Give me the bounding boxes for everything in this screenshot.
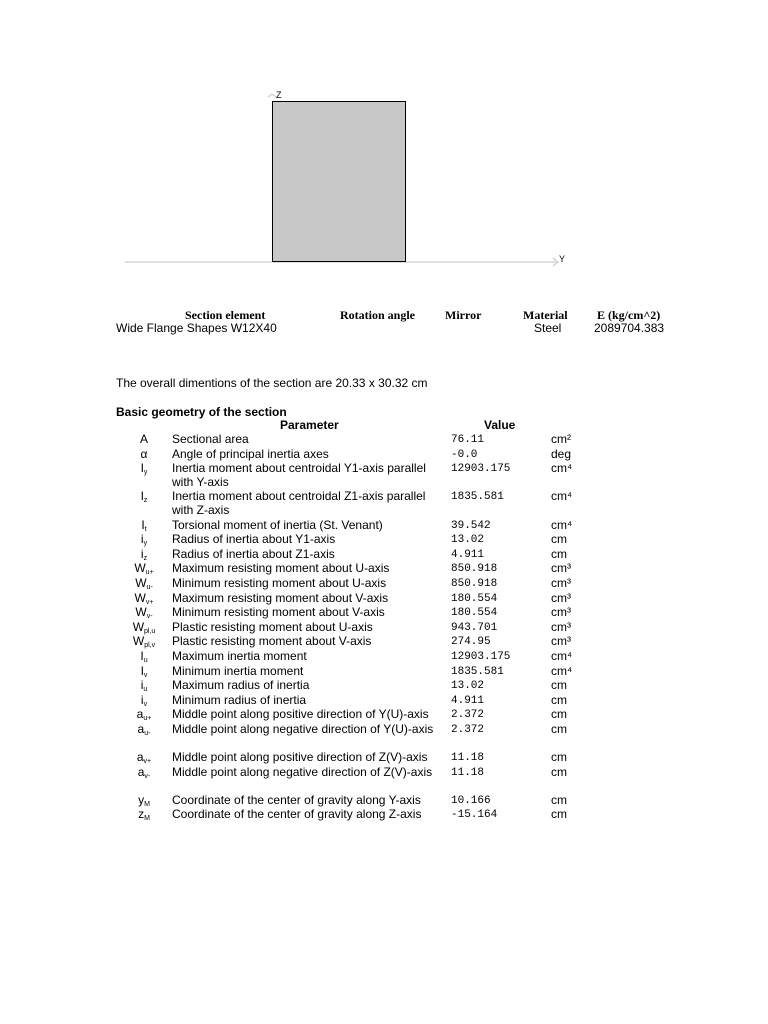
- parameter-symbol: [120, 461, 168, 480]
- parameter-description: Middle point along positive direction of Y(U)-axis: [172, 707, 429, 722]
- parameter-unit: cm³: [551, 605, 571, 620]
- symbol-subscript: u+: [143, 715, 152, 723]
- symbol-subscript: u: [143, 656, 148, 664]
- table-row: [0, 561, 768, 576]
- header-e-modulus: E (kg/cm^2): [597, 308, 661, 322]
- symbol-subscript: u-: [144, 729, 151, 737]
- parameter-description: Middle point along negative direction of Z(V)-axis: [172, 764, 433, 779]
- table-row: [0, 649, 768, 664]
- section-drawing: [0, 0, 768, 280]
- parameter-unit: cm⁴: [551, 489, 573, 504]
- parameter-unit: cm: [551, 546, 567, 561]
- parameter-description: Maximum radius of inertia: [172, 678, 310, 693]
- parameter-description: Inertia moment about centroidal Y1-axis parallel with Y-axis: [172, 461, 426, 490]
- parameter-value: 13.02: [451, 534, 485, 547]
- symbol-letter: i: [140, 546, 144, 561]
- parameter-description: Coordinate of the center of gravity along Y-axis: [172, 792, 421, 807]
- symbol-subscript: pl,u: [144, 627, 156, 635]
- parameter-column-header: Parameter: [280, 418, 339, 432]
- parameter-value: 2.372: [451, 723, 485, 736]
- table-row: [0, 664, 768, 679]
- symbol-subscript: z: [143, 497, 148, 505]
- symbol-subscript: M: [144, 815, 150, 823]
- symbol-letter: A: [139, 432, 148, 446]
- parameter-description: Inertia moment about centroidal Z1-axis parallel with Z-axis: [172, 489, 426, 518]
- parameter-value: 11.18: [451, 752, 485, 765]
- parameter-unit: cm⁴: [551, 663, 573, 678]
- parameter-symbol: [120, 447, 168, 461]
- symbol-letter: a: [136, 707, 144, 722]
- symbol-subscript: v+: [145, 598, 154, 606]
- symbol-subscript: u: [143, 686, 148, 694]
- symbol-subscript: v-: [144, 772, 151, 780]
- e-modulus-value: 2089704.383: [594, 321, 665, 335]
- parameter-unit: cm: [551, 792, 567, 807]
- parameter-description: Angle of principal inertia axes: [172, 446, 329, 461]
- parameter-value: 180.554: [451, 607, 498, 620]
- parameter-value: -0.0: [451, 448, 478, 461]
- table-row: [0, 489, 768, 517]
- symbol-subscript: v: [143, 671, 148, 679]
- parameter-unit: cm: [551, 750, 567, 765]
- symbol-letter: z: [138, 807, 145, 822]
- parameter-unit: cm³: [551, 561, 571, 576]
- symbol-subscript: v-: [146, 613, 153, 621]
- parameter-unit: cm³: [551, 634, 571, 649]
- parameter-value: 850.918: [451, 577, 498, 590]
- symbol-subscript: y: [143, 469, 148, 477]
- header-material: Material: [523, 308, 568, 322]
- symbol-letter: W: [132, 619, 145, 634]
- parameter-value: 180.554: [451, 592, 498, 605]
- symbol-letter: i: [140, 692, 144, 707]
- geometry-table: [0, 432, 768, 822]
- parameter-value: 12903.175: [451, 463, 511, 476]
- symbol-letter: i: [140, 532, 144, 547]
- symbol-letter: I: [140, 489, 144, 504]
- parameter-unit: cm: [551, 532, 567, 547]
- parameter-description: Minimum inertia moment: [172, 663, 304, 678]
- parameter-description: Torsional moment of inertia (St. Venant): [172, 517, 383, 532]
- y-axis-label: Y: [559, 254, 566, 264]
- table-row: [0, 693, 768, 708]
- symbol-letter: I: [140, 461, 144, 476]
- symbol-letter: I: [140, 648, 144, 663]
- parameter-symbol: [120, 765, 168, 784]
- parameter-unit: cm³: [551, 575, 571, 590]
- symbol-letter: α: [140, 446, 148, 461]
- parameter-value: 274.95: [451, 636, 491, 649]
- table-row: [0, 765, 768, 793]
- table-row: [0, 605, 768, 620]
- parameter-description: Minimum radius of inertia: [172, 692, 307, 707]
- parameter-unit: cm: [551, 678, 567, 693]
- parameter-description: Middle point along positive direction of Z(V)-axis: [172, 750, 428, 765]
- parameter-value: 10.166: [451, 794, 491, 807]
- parameter-description: Minimum resisting moment about U-axis: [172, 575, 387, 590]
- table-row: [0, 750, 768, 765]
- parameter-value: 13.02: [451, 680, 485, 693]
- parameter-unit: cm³: [551, 590, 571, 605]
- symbol-letter: W: [134, 590, 146, 605]
- table-row: [0, 447, 768, 462]
- parameter-description: Maximum resisting moment about U-axis: [172, 561, 390, 576]
- parameter-description: Maximum inertia moment: [172, 648, 307, 663]
- symbol-letter: I: [141, 517, 145, 532]
- symbol-letter: W: [135, 575, 147, 590]
- parameter-value: 2.372: [451, 709, 485, 722]
- parameter-value: 943.701: [451, 621, 498, 634]
- header-mirror: Mirror: [445, 308, 482, 322]
- symbol-subscript: y: [143, 540, 148, 548]
- parameter-value: 11.18: [451, 766, 485, 779]
- parameter-unit: cm⁴: [551, 461, 573, 476]
- parameter-unit: cm²: [551, 432, 571, 446]
- symbol-subscript: u+: [145, 569, 154, 577]
- parameter-description: Middle point along negative direction of Y(U)-axis: [172, 721, 434, 736]
- parameter-description: Maximum resisting moment about V-axis: [172, 590, 389, 605]
- parameter-value: 1835.581: [451, 665, 504, 678]
- parameter-description: Radius of inertia about Y1-axis: [172, 532, 336, 547]
- parameter-symbol: [120, 432, 168, 446]
- table-row: [0, 518, 768, 533]
- symbol-letter: y: [138, 792, 145, 807]
- symbol-letter: a: [137, 721, 145, 736]
- symbol-subscript: M: [144, 800, 150, 808]
- symbol-letter: W: [134, 561, 146, 576]
- parameter-description: Plastic resisting moment about V-axis: [172, 634, 372, 649]
- parameter-symbol: [120, 807, 168, 826]
- table-row: [0, 722, 768, 750]
- table-row: [0, 707, 768, 722]
- table-row: [0, 432, 768, 447]
- symbol-letter: W: [132, 634, 145, 649]
- table-row: [0, 591, 768, 606]
- parameter-unit: cm: [551, 692, 567, 707]
- parameter-description: Sectional area: [172, 432, 249, 446]
- table-row: [0, 634, 768, 649]
- basic-geometry-title: Basic geometry of the section: [116, 405, 287, 419]
- table-row: [0, 547, 768, 562]
- parameter-value: 4.911: [451, 548, 485, 561]
- symbol-letter: a: [137, 764, 145, 779]
- section-shape: [273, 102, 406, 262]
- symbol-letter: W: [135, 605, 147, 620]
- table-row: [0, 678, 768, 693]
- parameter-symbol: [120, 722, 168, 741]
- symbol-subscript: v: [143, 700, 148, 708]
- parameter-value: -15.164: [451, 809, 498, 822]
- parameter-value: 39.542: [451, 519, 491, 532]
- parameter-unit: cm: [551, 807, 567, 822]
- table-row: [0, 620, 768, 635]
- table-row: [0, 576, 768, 591]
- symbol-subscript: pl,v: [144, 642, 156, 650]
- symbol-letter: a: [136, 750, 144, 765]
- parameter-symbol: [120, 489, 168, 508]
- symbol-letter: i: [140, 678, 144, 693]
- parameter-unit: cm⁴: [551, 648, 573, 663]
- table-row: [0, 807, 768, 822]
- parameter-value: 1835.581: [451, 491, 504, 504]
- parameter-unit: cm: [551, 707, 567, 722]
- header-rotation-angle: Rotation angle: [340, 308, 415, 322]
- z-axis-label: Z: [276, 90, 282, 100]
- parameter-value: 850.918: [451, 563, 498, 576]
- z-axis-arrow-icon: [268, 94, 276, 97]
- section-element-value: Wide Flange Shapes W12X40: [116, 321, 277, 335]
- parameter-description: Coordinate of the center of gravity along Z-axis: [172, 807, 422, 822]
- value-column-header: Value: [484, 418, 516, 432]
- symbol-subscript: z: [143, 554, 148, 562]
- parameter-description: Plastic resisting moment about U-axis: [172, 619, 373, 634]
- symbol-subscript: t: [144, 525, 147, 533]
- parameter-unit: cm: [551, 764, 567, 779]
- parameter-value: 12903.175: [451, 650, 511, 663]
- header-section-element: Section element: [185, 308, 266, 322]
- parameter-value: 76.11: [451, 434, 485, 446]
- symbol-subscript: v+: [143, 758, 152, 766]
- parameter-unit: deg: [551, 446, 572, 461]
- parameter-description: Radius of inertia about Z1-axis: [172, 546, 335, 561]
- table-row: [0, 793, 768, 808]
- symbol-letter: I: [140, 663, 144, 678]
- overall-dimensions-text: The overall dimentions of the section are 20.33 x 30.32 cm: [116, 376, 428, 390]
- parameter-description: Minimum resisting moment about V-axis: [172, 605, 385, 620]
- table-row: [0, 532, 768, 547]
- material-value: Steel: [534, 321, 562, 335]
- parameter-unit: cm³: [551, 619, 571, 634]
- parameter-unit: cm: [551, 721, 567, 736]
- parameter-unit: cm⁴: [551, 517, 573, 532]
- symbol-subscript: u-: [146, 583, 153, 591]
- parameter-value: 4.911: [451, 694, 485, 707]
- table-row: [0, 461, 768, 489]
